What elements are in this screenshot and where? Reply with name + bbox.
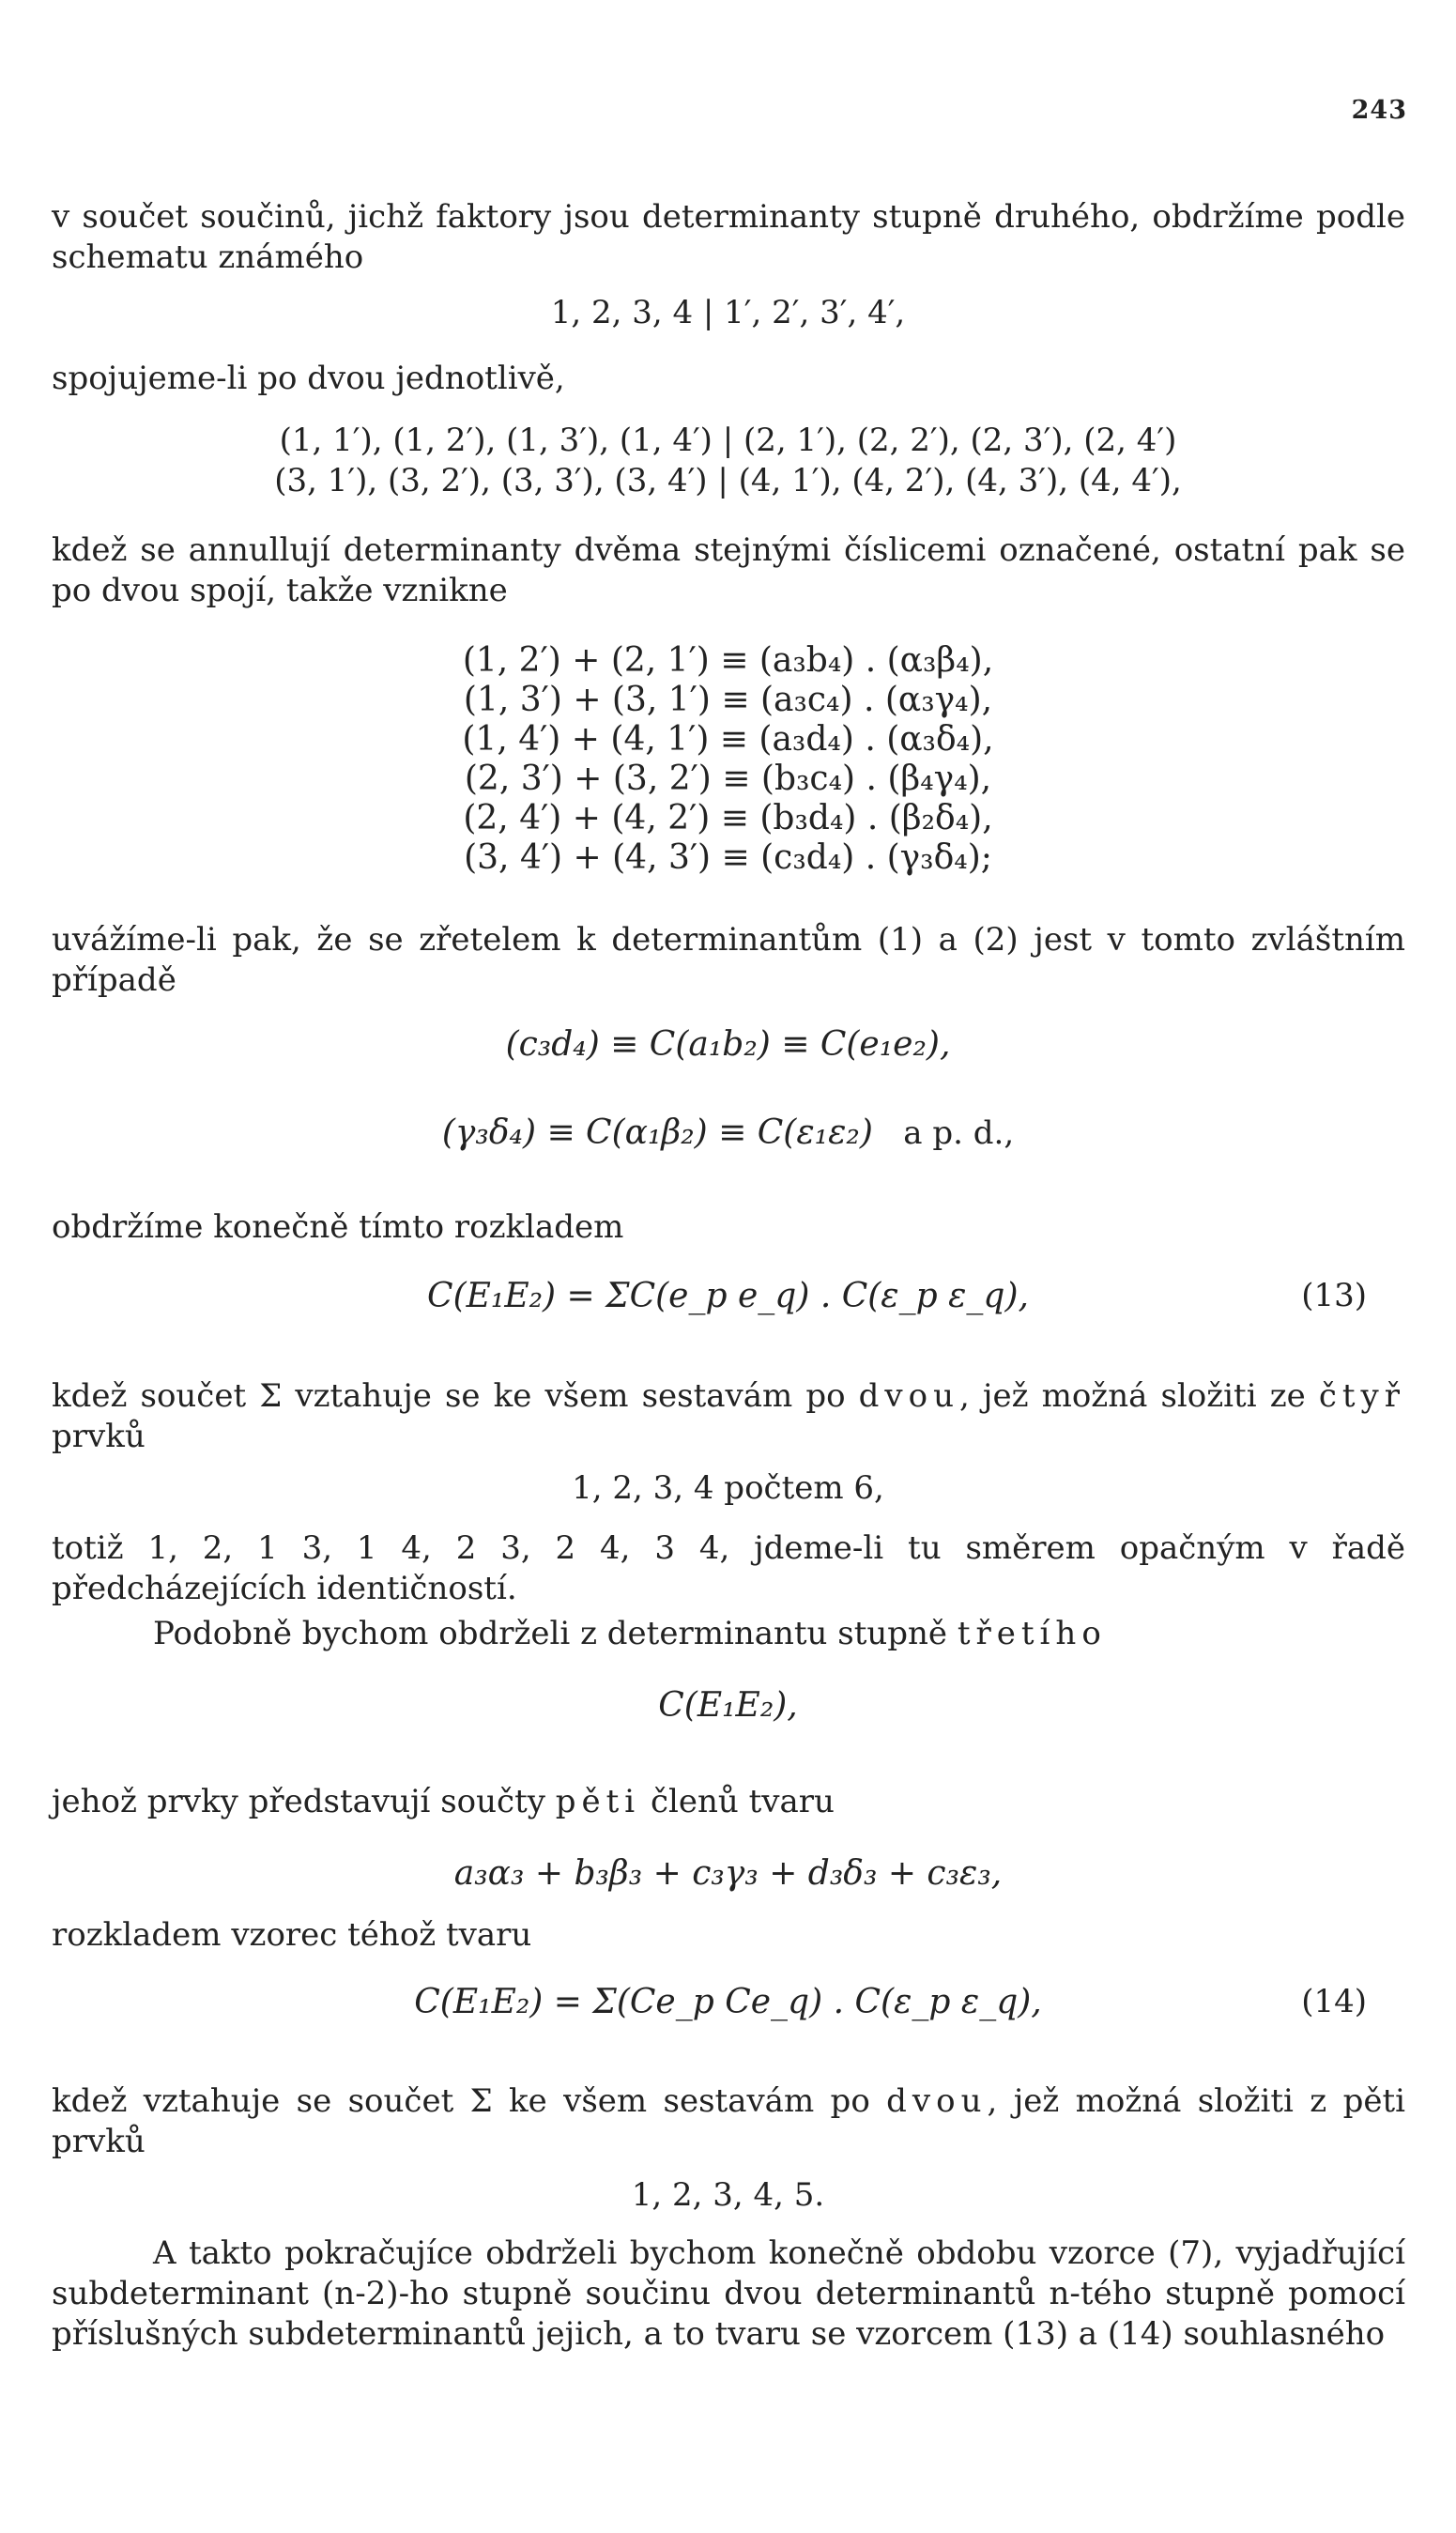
paragraph-6-spaced-dvou: dvou [858, 1377, 960, 1415]
scheme-3: 1, 2, 3, 4, 5. [631, 2176, 825, 2214]
identity-line-5: (2, 4′) + (4, 2′) ≡ (b₃d₄) . (β₂δ₄), [463, 799, 993, 837]
equation-c1: (c₃d₄) ≡ C(a₁b₂) ≡ C(e₁e₂), [505, 1025, 951, 1064]
pairs-line-1: (1, 1′), (1, 2′), (1, 3′), (1, 4′) | (2, 1′), (2, 2′), (2, 3′), (2, 4′) [279, 422, 1177, 459]
identity-line-4: (2, 3′) + (3, 2′) ≡ (b₃c₄) . (β₄γ₄), [464, 760, 992, 798]
pairs-line-2: (3, 1′), (3, 2′), (3, 3′), (3, 4′) | (4, 1′), (4, 2′), (4, 3′), (4, 4′), [274, 462, 1182, 499]
paragraph-11-part-c: , jež možná složiti z pěti prvků [52, 2082, 1406, 2160]
paragraph-6-part-c: , jež možná složiti ze [959, 1377, 1319, 1415]
paragraph-9-part-a: jehož prvky představují součty [52, 1783, 556, 1820]
equation-14: C(E₁E₂) = Σ(Ce_p Ce_q) . C(ε_p ε_q), [414, 1983, 1042, 2021]
equation-13: C(E₁E₂) = ΣC(e_p e_q) . C(ε_p ε_q), [427, 1277, 1029, 1315]
paragraph-7: totiž 1, 2, 1 3, 1 4, 2 3, 2 4, 3 4, jdeme-li tu směrem opačným v řadě předcházejících identičností. [52, 1529, 1405, 1607]
page-number: 243 [1351, 96, 1407, 125]
identity-line-6: (3, 4′) + (4, 3′) ≡ (c₃d₄) . (γ₃δ₄); [464, 838, 992, 877]
sum-terms: a₃α₃ + b₃β₃ + c₃γ₃ + d₃δ₃ + c₃ε₃, [453, 1854, 1003, 1893]
paragraph-2: spojujeme-li po dvou jednotlivě, [52, 360, 565, 397]
paragraph-8-part-a: Podobně bychom obdrželi z determinantu stupně [153, 1615, 958, 1652]
paragraph-6-part-a: kdež součet Σ vztahuje se ke všem sestavám po [52, 1377, 859, 1415]
equation-13-number: (13) [1301, 1277, 1367, 1314]
paragraph-9-spaced-peti: pěti [555, 1783, 641, 1820]
paragraph-6-spaced-ctyr: čtyř [1318, 1377, 1405, 1415]
paragraph-11 [52, 2081, 1405, 2162]
equation-c2 [0, 1113, 1456, 1153]
paragraph-6 [52, 1376, 1405, 1457]
paragraph-6-part-e: prvků [52, 1418, 146, 1455]
identity-line-2: (1, 3′) + (3, 1′) ≡ (a₃c₄) . (α₃γ₄), [463, 681, 993, 719]
equation-c2-body: (γ₃δ₄) ≡ C(α₁β₂) ≡ C(ε₁ε₂) [441, 1113, 873, 1152]
paragraph-3: kdež se annullují determinanty dvěma stejnými číslicemi označené, ostatní pak se po dvou spojí, takže vznikne [52, 531, 1405, 609]
scheme-2: 1, 2, 3, 4 počtem 6, [572, 1469, 884, 1507]
paragraph-11-spaced-dvou: dvou [886, 2082, 988, 2120]
paragraph-11-part-a: kdež vztahuje se součet Σ ke všem sestavám po [52, 2082, 887, 2120]
paragraph-5: obdržíme konečně tímto rozkladem [52, 1208, 624, 1246]
paragraph-1: v součet součinů, jichž faktory jsou determinanty stupně druhého, obdržíme podle schematu známého [52, 198, 1405, 276]
identity-line-3: (1, 4′) + (4, 1′) ≡ (a₃d₄) . (α₃δ₄), [462, 720, 994, 759]
paragraph-10: rozkladem vzorec téhož tvaru [52, 1916, 532, 1954]
paragraph-9 [52, 1782, 1405, 1822]
equation-ce: C(E₁E₂), [658, 1686, 798, 1725]
scheme-1: 1, 2, 3, 4 | 1′, 2′, 3′, 4′, [550, 294, 906, 331]
paragraph-8-spaced-tretiho: třetího [957, 1615, 1107, 1652]
paragraph-12: A takto pokračujíce obdrželi bychom konečně obdobu vzorce (7), vyjadřující subdeterminant (n-2)-ho stupně součinu dvou determinantů n-tého stupně pomocí příslušných subdeterminantů jejich, a to tvaru se vzorcem (13) a (14) souhlasného [52, 2234, 1405, 2353]
identity-line-1: (1, 2′) + (2, 1′) ≡ (a₃b₄) . (α₃β₄), [462, 641, 994, 680]
equation-14-number: (14) [1301, 1983, 1367, 2020]
paragraph-8 [52, 1614, 1405, 1654]
equation-c2-suffix: a p. d., [903, 1114, 1015, 1152]
paragraph-9-part-c: členů tvaru [640, 1783, 835, 1820]
paragraph-4: uvážíme-li pak, že se zřetelem k determinantům (1) a (2) jest v tomto zvláštním případě [52, 921, 1405, 999]
